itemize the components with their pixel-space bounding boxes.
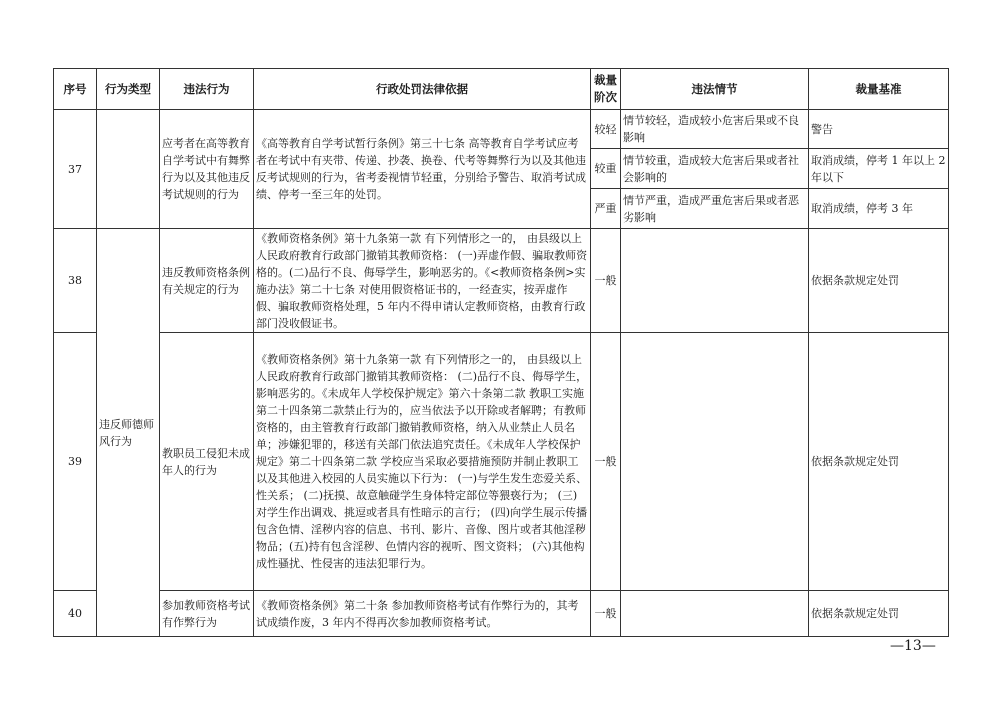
header-seq: 序号 bbox=[54, 69, 97, 110]
row40-seq: 40 bbox=[54, 591, 97, 637]
header-level: 裁量阶次 bbox=[591, 69, 621, 110]
table-row bbox=[54, 591, 949, 637]
header-row bbox=[54, 69, 949, 110]
row38-level: 一般 bbox=[591, 229, 621, 333]
row40-basis: 《教师资格条例》第二十条 参加教师资格考试有作弊行为的，其考试成绩作废，3 年内不得再次参加教师资格考试。 bbox=[254, 591, 591, 637]
row-category-teacher: 违反师德师风行为 bbox=[97, 229, 160, 637]
row37-level-1: 较轻 bbox=[591, 110, 621, 149]
page-number: —13— bbox=[890, 638, 936, 654]
row38-circumstance bbox=[621, 229, 809, 333]
row37-circumstance-1: 情节较轻，造成较小危害后果或不良影响 bbox=[621, 110, 809, 149]
row37-standard-2: 取消成绩，停考 1 年以上 2 年以下 bbox=[809, 149, 949, 189]
row37-circumstance-3: 情节严重，造成严重危害后果或者恶劣影响 bbox=[621, 189, 809, 229]
header-basis: 行政处罚法律依据 bbox=[254, 69, 591, 110]
row40-standard: 依据条款规定处罚 bbox=[809, 591, 949, 637]
row39-basis: 《教师资格条例》第十九条第一款 有下列情形之一的， 由县级以上人民政府教育行政部门撤销其教师资格： (二)品行不良、侮辱学生，影响恶劣的。《未成年人学校保护规定》第六十条第二款 教职工实施第二十四条第二款禁止行为的，应当依法予以开除或者解聘；有教师资格的，由主管教育行政部门撤销教师资格，纳入从业禁止人员名单；涉嫌犯罪的，移送有关部门依法追究责任。《未成年人学校保护规定》第二十四条第二款 学校应当采取必要措施预防并制止教职工以及其他进入校园的人员实施以下行为： (一)与学生发生恋爱关系、性关系； (二)抚摸、故意触碰学生身体特定部位等猥亵行为； (三)对学生作出调戏、挑逗或者具有性暗示的言行； (四)向学生展示传播包含色情、淫秽内容的信息、书刊、影片、音像、图片或者其他淫秽物品；(五)持有包含淫秽、色情内容的视听、图文资料； (六)其他构成性骚扰、性侵害的违法犯罪行为。 bbox=[254, 333, 591, 591]
table-row bbox=[54, 333, 949, 591]
row37-circumstance-2: 情节较重，造成较大危害后果或者社会影响的 bbox=[621, 149, 809, 189]
row38-standard: 依据条款规定处罚 bbox=[809, 229, 949, 333]
row37-seq: 37 bbox=[54, 110, 97, 229]
row37-standard-1: 警告 bbox=[809, 110, 949, 149]
row37-level-2: 较重 bbox=[591, 149, 621, 189]
row39-seq: 39 bbox=[54, 333, 97, 591]
row37-level-3: 严重 bbox=[591, 189, 621, 229]
row40-circumstance bbox=[621, 591, 809, 637]
table-row bbox=[54, 229, 949, 333]
row39-standard: 依据条款规定处罚 bbox=[809, 333, 949, 591]
row37-standard-3: 取消成绩，停考 3 年 bbox=[809, 189, 949, 229]
row40-level: 一般 bbox=[591, 591, 621, 637]
row39-circumstance bbox=[621, 333, 809, 591]
row40-violation: 参加教师资格考试有作弊行为 bbox=[160, 591, 254, 637]
row38-violation: 违反教师资格条例有关规定的行为 bbox=[160, 229, 254, 333]
header-type: 行为类型 bbox=[97, 69, 160, 110]
table-row bbox=[54, 110, 949, 149]
header-standard: 裁量基准 bbox=[809, 69, 949, 110]
row39-level: 一般 bbox=[591, 333, 621, 591]
row39-violation: 教职员工侵犯未成年人的行为 bbox=[160, 333, 254, 591]
row37-violation: 应考者在高等教育自学考试中有舞弊行为以及其他违反考试规则的行为 bbox=[160, 110, 254, 229]
row38-basis: 《教师资格条例》第十九条第一款 有下列情形之一的， 由县级以上人民政府教育行政部门撤销其教师资格： (一)弄虚作假、骗取教师资格的。(二)品行不良、侮辱学生，影响恶劣的。《<教师资格条例>实施办法》第二十七条 对使用假资格证书的，一经查实，按弄虚作假、骗取教师资格处理，5 年内不得申请认定教师资格，由教育行政部门没收假证书。 bbox=[254, 229, 591, 333]
row37-type bbox=[97, 110, 160, 229]
row38-seq: 38 bbox=[54, 229, 97, 333]
row37-basis: 《高等教育自学考试暂行条例》第三十七条 高等教育自学考试应考者在考试中有夹带、传递、抄袭、换卷、代考等舞弊行为以及其他违反考试规则的行为，省考委视情节轻重，分别给予警告、取消考试成绩、停考一至三年的处罚。 bbox=[254, 110, 591, 229]
penalty-table bbox=[53, 68, 949, 637]
header-circumstance: 违法情节 bbox=[621, 69, 809, 110]
header-violation: 违法行为 bbox=[160, 69, 254, 110]
